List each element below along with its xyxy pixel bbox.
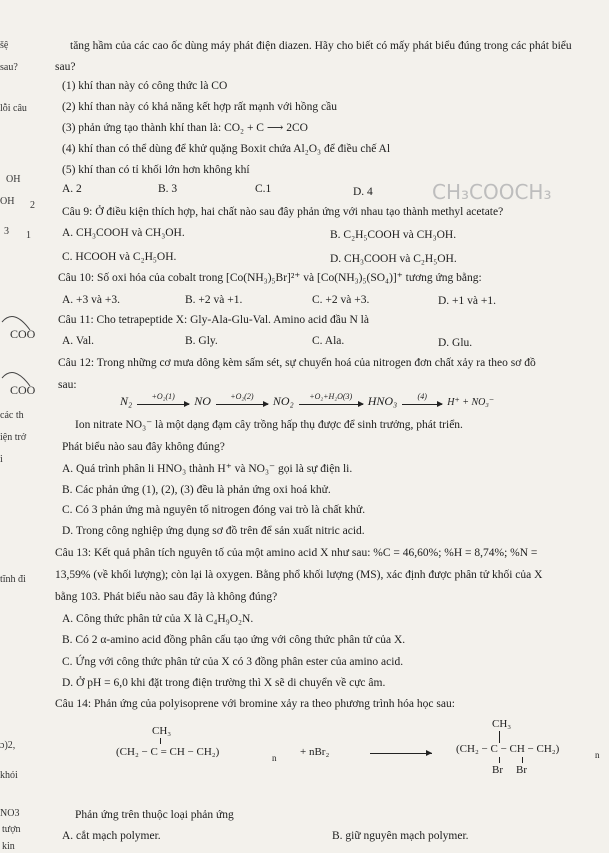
margin-fragment: ɔ)2, (0, 740, 16, 751)
q10-option-a[interactable]: A. +3 và +3. (62, 294, 121, 306)
q12-ask: Phát biểu nào sau đây không đúng? (62, 441, 225, 453)
bond-line (499, 757, 500, 763)
q8-option-a[interactable]: A. 2 (62, 183, 82, 195)
margin-fragment: NO3 (0, 808, 20, 819)
margin-fragment: COO (10, 383, 36, 397)
q11-option-b[interactable]: B. Gly. (185, 335, 218, 347)
scheme-condition: +O₂(2) (230, 392, 254, 402)
q9-option-c[interactable]: C. HCOOH và C₂H₅OH. (62, 251, 177, 263)
margin-fragment: tĩnh đi (0, 574, 26, 585)
margin-fragment: các th (0, 410, 24, 421)
q13-option-d[interactable]: D. Ở pH = 6,0 khi đặt trong điện trường thì X sẽ di chuyển về cực âm. (62, 677, 386, 689)
q12-option-b[interactable]: B. Các phản ứng (1), (2), (3) đều là phản ứng oxi hoá khử. (62, 484, 331, 496)
intro-line-1: tăng hầm của các cao ốc dùng máy phát điện diazen. Hãy cho biết có mấy phát biểu đúng trong các phát biểu (70, 40, 572, 52)
statement-3: (3) phản ứng tạo thành khí than là: CO₂ + C ⟶ 2CO (62, 122, 308, 134)
left-chain: (CH₂ − C = CH − CH₂) (116, 746, 220, 758)
statement-2: (2) khí than này có khả năng kết hợp rất mạnh với hồng cầu (62, 101, 337, 113)
q13-stem-1: Câu 13: Kết quả phân tích nguyên tố của một amino acid X như sau: %C = 46,60%; %H = 8,74%; %N = (55, 547, 538, 559)
q13-stem-2: 13,59% (về khối lượng); còn lại là oxygen. Bằng phổ khối lượng (MS), xác định được phân tử khối của X (55, 569, 543, 581)
right-ch3: CH₃ (492, 718, 512, 730)
bromine-1: Br (492, 764, 503, 776)
scheme-species: NO₂ (272, 394, 294, 408)
q14-option-b[interactable]: B. giữ nguyên mạch polymer. (332, 830, 469, 842)
left-ch3: CH₃ (152, 725, 172, 737)
margin-fragment: OH (0, 196, 15, 207)
scheme-condition: +O₂(1) (151, 392, 175, 402)
q14-stem: Câu 14: Phản ứng của polyisoprene với bromine xảy ra theo phương trình hóa học sau: (55, 698, 455, 710)
q9-option-a[interactable]: A. CH₃COOH và CH₃OH. (62, 227, 185, 239)
intro-line-2: sau? (55, 61, 76, 73)
margin-fragment: sau? (0, 62, 18, 73)
q8-option-b[interactable]: B. 3 (158, 183, 178, 195)
scheme-species: H⁺ + NO₃⁻ (447, 397, 495, 408)
q9-option-b[interactable]: B. C₂H₅COOH và CH₃OH. (330, 229, 457, 241)
margin-fragment: OH (6, 174, 21, 185)
q14-ask: Phản ứng trên thuộc loại phản ứng (75, 809, 234, 821)
bond-line (499, 731, 500, 743)
bond-line (522, 757, 523, 763)
reagent: + nBr₂ (300, 746, 330, 758)
scheme-condition: +O₂+H₂O(3) (309, 392, 353, 402)
scheme-species: N₂ (120, 394, 133, 408)
q10-option-c[interactable]: C. +2 và +3. (312, 294, 370, 306)
q9-option-d[interactable]: D. CH₃COOH và C₂H₅OH. (330, 253, 457, 265)
q13-option-a[interactable]: A. Công thức phân tử của X là C₄H₉O₂N. (62, 613, 254, 625)
q8-option-d[interactable]: D. 4 (353, 186, 373, 198)
q8-option-c[interactable]: C.1 (255, 183, 272, 195)
margin-fragment: 3 (4, 226, 9, 237)
statement-4: (4) khí than có thể dùng để khử quặng Boxit chứa Al₂O₃ để điều chế Al (62, 143, 391, 155)
arrow-head-icon (426, 750, 432, 756)
q12-note: Ion nitrate NO₃⁻ là một dạng đạm cây trồng hấp thụ được để sinh trưởng, phát triển. (75, 419, 463, 431)
arrow-icon (137, 392, 189, 409)
right-subscript-n: n (595, 750, 600, 760)
q12-option-c[interactable]: C. Có 3 phản ứng mà nguyên tố nitrogen đóng vai trò là chất khử. (62, 504, 366, 516)
q11-option-c[interactable]: C. Ala. (312, 335, 345, 347)
margin-fragment: 2 (30, 200, 35, 211)
margin-fragment: kin (2, 841, 15, 852)
left-subscript-n: n (272, 753, 277, 763)
handwritten-note: CH₃COOCH₃ (432, 180, 552, 204)
scheme-species: HNO₃ (367, 394, 398, 408)
q11-stem: Câu 11: Cho tetrapeptide X: Gly-Ala-Glu-Val. Amino acid đầu N là (58, 314, 369, 326)
scheme-condition: (4) (417, 392, 427, 402)
margin-curve-icon (0, 300, 40, 390)
reaction-arrow (370, 753, 432, 754)
scheme-species: NO (194, 394, 211, 408)
margin-fragment: i (0, 454, 3, 465)
q14-option-a[interactable]: A. cắt mạch polymer. (62, 830, 161, 842)
arrow-icon (402, 392, 442, 409)
q13-option-c[interactable]: C. Ứng với công thức phân tử của X có 3 đồng phân ester của amino acid. (62, 656, 404, 668)
margin-fragment: šệ (0, 40, 9, 51)
q12-stem-2: sau: (58, 379, 77, 391)
margin-fragment: khói (0, 770, 18, 781)
q13-option-b[interactable]: B. Có 2 α-amino acid đồng phân cấu tạo ứng với công thức phân tử của X. (62, 634, 406, 646)
bromine-2: Br (516, 764, 527, 776)
arrow-icon (299, 392, 363, 409)
margin-fragment: iện trở (0, 432, 27, 443)
q12-stem: Câu 12: Trong những cơ mưa dông kèm sấm sét, sự chuyển hoá của nitrogen đơn chất xảy ra theo sơ đồ (58, 357, 536, 369)
q13-stem-3: bằng 103. Phát biểu nào sau đây là không đúng? (55, 591, 278, 603)
q9-stem: Câu 9: Ở điều kiện thích hợp, hai chất nào sau đây phản ứng với nhau tạo thành methyl acetate? (62, 206, 504, 218)
q12-option-a[interactable]: A. Quá trình phân li HNO₃ thành H⁺ và NO₃⁻ gọi là sự điện li. (62, 463, 353, 475)
q11-option-d[interactable]: D. Glu. (438, 337, 473, 349)
bond-line (160, 738, 161, 744)
right-chain: (CH₂ − C − CH − CH₂) (456, 743, 560, 755)
statement-5: (5) khí than có tỉ khối lớn hơn không khí (62, 164, 250, 176)
q12-option-d[interactable]: D. Trong công nghiệp ứng dụng sơ đồ trên để sản xuất nitric acid. (62, 525, 365, 537)
q10-option-b[interactable]: B. +2 và +1. (185, 294, 243, 306)
arrow-icon (216, 392, 268, 409)
q10-stem: Câu 10: Số oxi hóa của cobalt trong [Co(NH₃)₅Br]²⁺ và [Co(NH₃)₅(SO₄)]⁺ tương ứng bằng: (58, 272, 482, 284)
margin-fragment: tượn (2, 824, 21, 835)
statement-1: (1) khí than này có công thức là CO (62, 80, 228, 92)
q11-option-a[interactable]: A. Val. (62, 335, 95, 347)
margin-fragment: lỗi câu (0, 103, 27, 114)
margin-fragment: 1 (26, 230, 31, 241)
q10-option-d[interactable]: D. +1 và +1. (438, 295, 497, 307)
nitrogen-scheme (120, 394, 494, 409)
margin-fragment: COO (10, 327, 36, 341)
